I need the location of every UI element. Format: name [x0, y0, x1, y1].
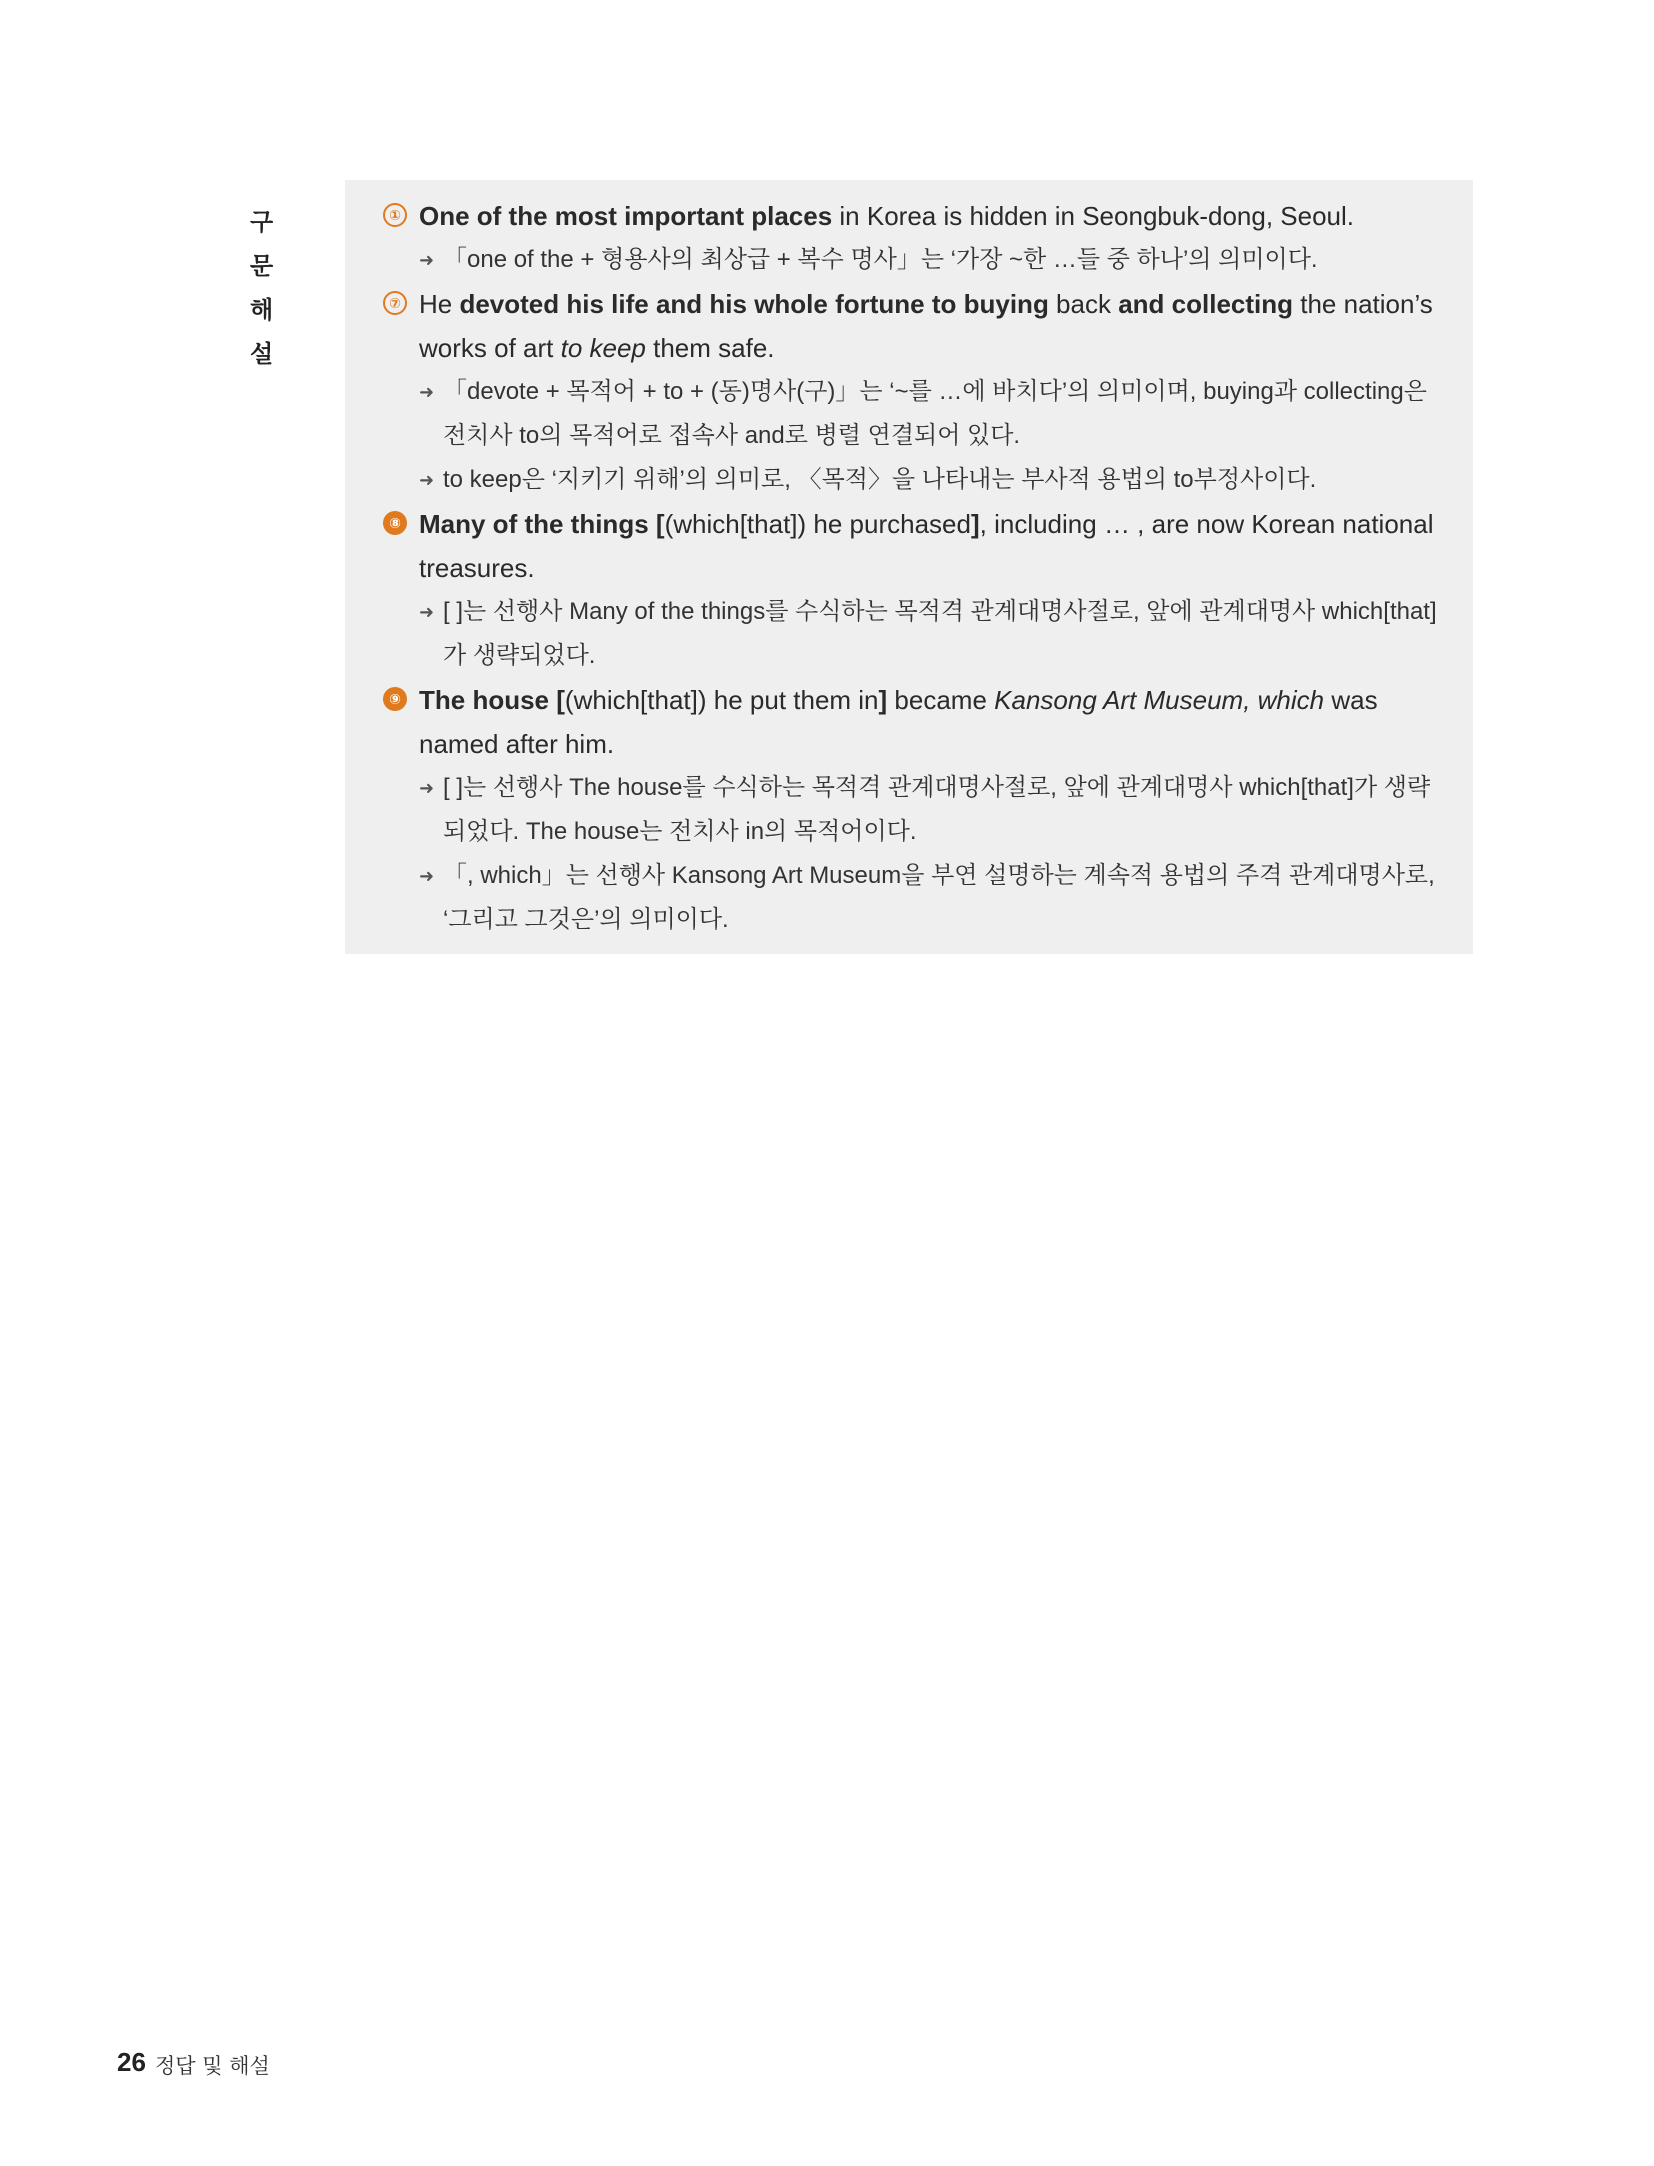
sentence-segment: He	[419, 289, 460, 319]
sentence-3	[383, 502, 1443, 590]
sentence-segment: devoted his life and his whole fortune to buying	[459, 289, 1049, 319]
sentence-number-badge: ⑨	[383, 687, 407, 711]
sentence-number-badge: ①	[383, 203, 407, 227]
explanation-note	[383, 590, 1443, 678]
note-text: 「devote + 목적어 + to + (동)명사(구)」는 ‘~를 …에 바치다’의 의미이며, buying과 collecting은 전치사 to의 목적어로 접속사 and로 병렬 연결되어 있다.	[443, 378, 1427, 449]
sentence-segment: One of the most important places	[419, 201, 833, 231]
sentence-segment: ]	[970, 509, 980, 539]
sentence-2	[383, 282, 1443, 370]
arrow-right-icon: ➜	[419, 470, 435, 490]
arrow-right-icon: ➜	[419, 866, 435, 886]
sentence-segment: (which[that]) he purchased	[664, 509, 971, 539]
section-label-line-2: 해 설	[250, 296, 291, 368]
sentence-segment: [	[556, 685, 565, 715]
arrow-right-icon: ➜	[419, 382, 435, 402]
sentence-segment: Kansong Art Museum, which	[994, 685, 1325, 715]
section-label-line-1: 구 문	[250, 208, 291, 280]
explanation-note	[383, 766, 1443, 854]
note-text: 「one of the + 형용사의 최상급 + 복수 명사」는 ‘가장 ~한 …들 중 하나’의 의미이다.	[443, 246, 1318, 273]
section-label	[250, 200, 320, 376]
sentence-segment: [	[655, 509, 665, 539]
sentence-segment: became	[887, 685, 995, 715]
sentence-segment: in Korea is hidden in Seongbuk-dong, Seoul.	[832, 201, 1354, 231]
page-number: 26	[117, 2047, 146, 2077]
sentence-segment: back	[1048, 289, 1119, 319]
explanation-note	[383, 238, 1443, 282]
arrow-right-icon: ➜	[419, 250, 435, 270]
sentence-segment: Many of the things	[419, 509, 649, 539]
sentence-segment: and collecting	[1118, 289, 1294, 319]
sentence-segment: them safe.	[645, 333, 775, 363]
sentence-segment: , including … , are now Korean national treasures.	[419, 509, 1434, 583]
sentence-number-badge: ⑦	[383, 291, 407, 315]
arrow-right-icon: ➜	[419, 602, 435, 622]
sentence-segment	[649, 509, 656, 539]
explanation-note	[383, 370, 1443, 458]
page-title: 정답 및 해설	[155, 2054, 270, 2078]
sentence-segment: was named after him.	[419, 685, 1378, 759]
explanation-note	[383, 854, 1443, 942]
sentence-segment: ]	[878, 685, 888, 715]
sentence-segment: to keep	[560, 333, 646, 363]
sentence-4	[383, 678, 1443, 766]
note-text: to keep은 ‘지키기 위해’의 의미로, 〈목적〉을 나타내는 부사적 용법의 to부정사이다.	[443, 466, 1317, 493]
explanation-note	[383, 458, 1443, 502]
sentence-segment: the nation’s works of art	[419, 289, 1433, 363]
note-text: [ ]는 선행사 The house를 수식하는 목적격 관계대명사절로, 앞에 관계대명사 which[that]가 생략되었다. The house는 전치사 in의 목적어이다.	[443, 774, 1431, 845]
note-text: 「, which」는 선행사 Kansong Art Museum을 부연 설명하는 계속적 용법의 주격 관계대명사로, ‘그리고 그것은’의 의미이다.	[443, 862, 1435, 933]
sentence-segment: The house	[419, 685, 550, 715]
arrow-right-icon: ➜	[419, 778, 435, 798]
sentence-1	[383, 194, 1443, 238]
sentence-segment: (which[that]) he put them in	[564, 685, 879, 715]
sentence-number-badge: ⑧	[383, 511, 407, 535]
note-text: [ ]는 선행사 Many of the things를 수식하는 목적격 관계대명사절로, 앞에 관계대명사 which[that]가 생략되었다.	[443, 598, 1437, 669]
explanation-box	[345, 180, 1473, 954]
